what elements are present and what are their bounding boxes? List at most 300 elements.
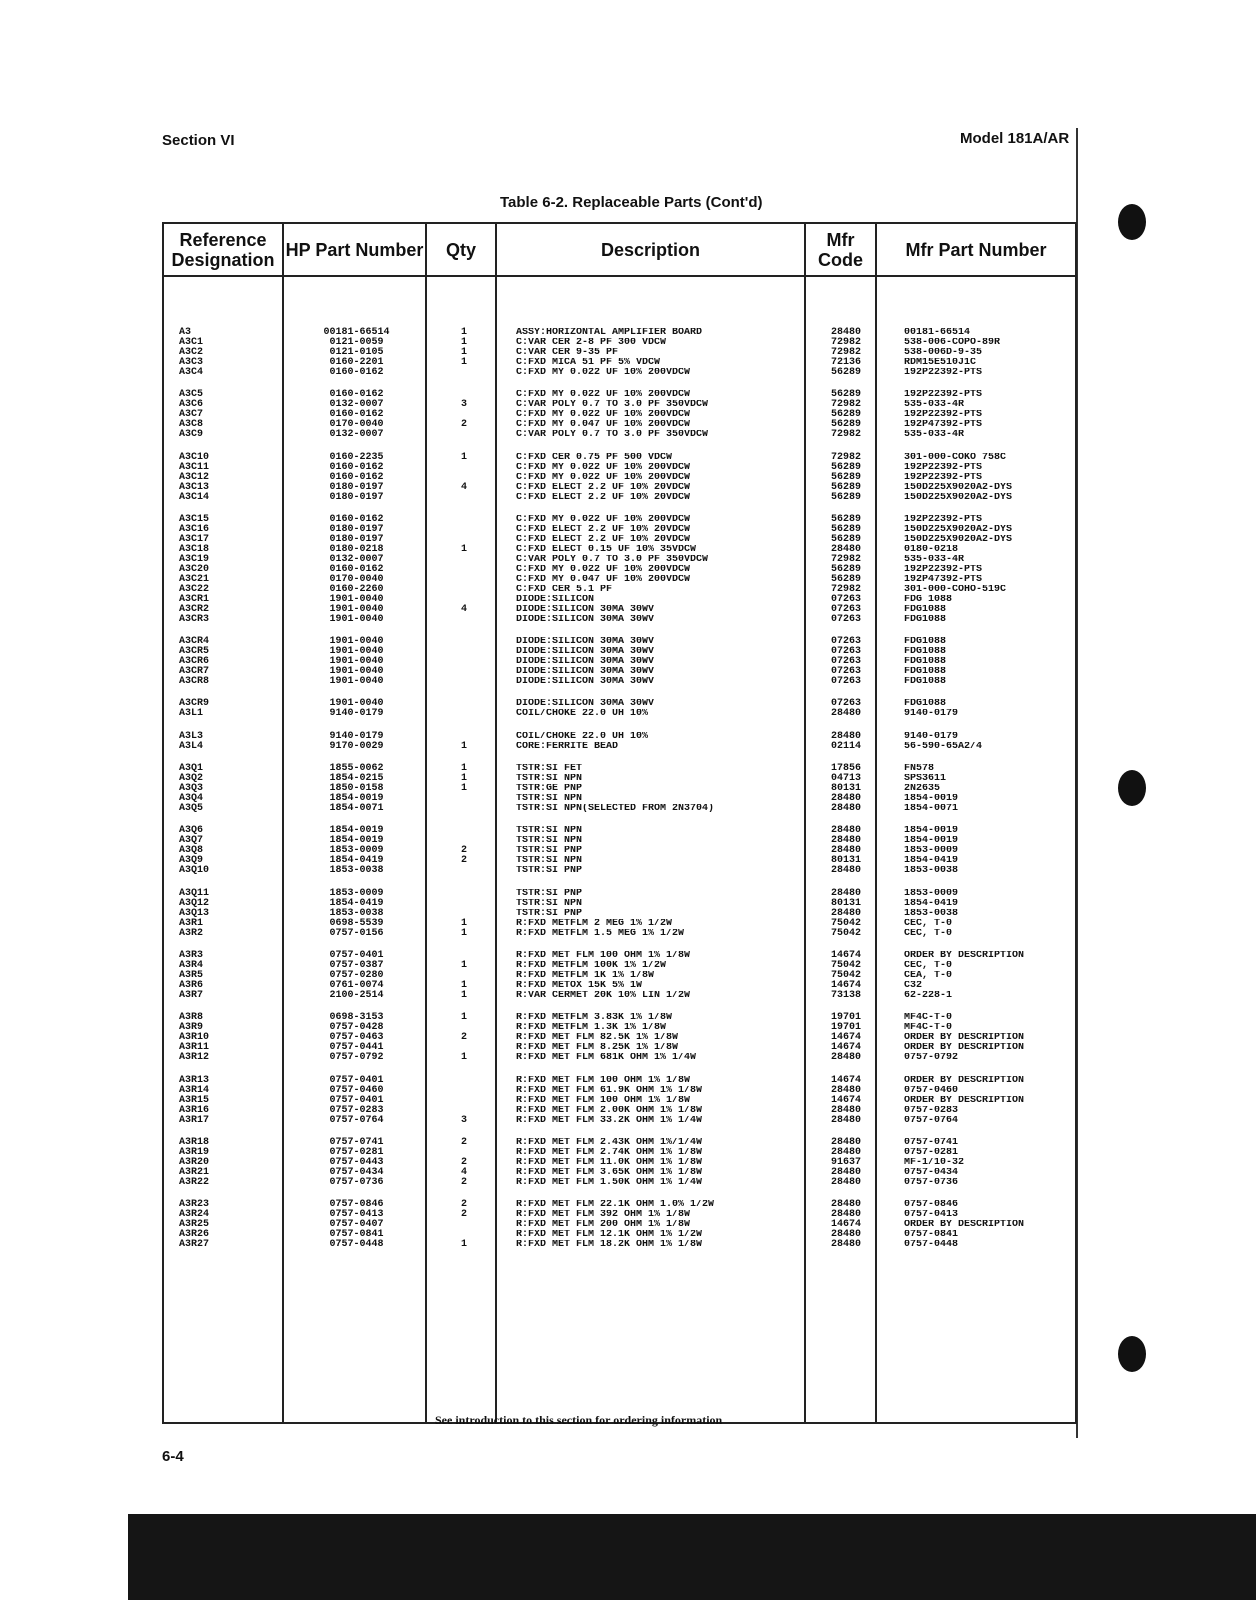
table-row — [164, 742, 1075, 752]
ref-cell: A3L1 — [179, 708, 204, 720]
table-row — [164, 1168, 1075, 1178]
mfr-part-cell: 1853-0009 — [904, 888, 959, 899]
mfr-code-cell: 02114 — [830, 740, 861, 752]
mfr-code-cell: 80131 — [830, 897, 861, 909]
description-cell: C:FXD MY 0.022 UF 10% 200VDCW — [516, 410, 691, 421]
description-cell: R:FXD MET FLM 82.5K 1% 1/8W — [516, 1033, 679, 1044]
description-cell: C:VAR POLY 0.7 TO 3.0 PF 350VDCW — [516, 400, 709, 411]
table-row — [164, 909, 1075, 919]
hp-part-cell: 0757-0156 — [329, 927, 384, 939]
ref-cell: A3R25 — [179, 1219, 210, 1231]
mfr-code-cell: 56289 — [830, 513, 861, 525]
table-row — [164, 483, 1075, 493]
qty-cell: 1 — [460, 357, 467, 368]
table-row — [164, 991, 1075, 1001]
table-row — [164, 1076, 1075, 1086]
table-row — [164, 764, 1075, 774]
hp-part-cell: 0132-0007 — [329, 429, 384, 441]
hp-part-cell: 1901-0040 — [329, 676, 384, 688]
mfr-part-cell: ORDER BY DESCRIPTION — [904, 1033, 1025, 1044]
description-cell: DIODE:SILICON 30MA 30WV — [516, 614, 655, 625]
qty-cell — [429, 493, 499, 503]
qty-cell: 1 — [460, 1012, 467, 1024]
ref-cell: A3Q12 — [179, 897, 210, 909]
hp-part-cell: 1855-0062 — [329, 763, 384, 775]
mfr-part-cell: 62-228-1 — [904, 990, 953, 1001]
mfr-code-cell: 28480 — [830, 793, 861, 805]
mfr-part-cell: 1854-0019 — [904, 826, 959, 837]
qty-cell — [429, 515, 499, 525]
description-cell: TSTR:GE PNP — [516, 784, 583, 795]
description-cell: TSTR:SI NPN — [516, 898, 583, 909]
hp-part-cell: 0132-0007 — [329, 399, 384, 411]
ref-cell: A3Q8 — [179, 845, 204, 857]
ref-cell: A3R26 — [179, 1229, 210, 1241]
hp-part-cell: 0757-0401 — [329, 1074, 384, 1086]
ref-cell: A3C11 — [179, 461, 210, 473]
ref-cell: A3C9 — [179, 429, 204, 441]
description-cell: C:FXD ELECT 2.2 UF 10% 20VDCW — [516, 482, 691, 493]
mfr-code-cell: 07263 — [830, 646, 861, 658]
ref-cell: A3CR6 — [179, 656, 210, 668]
qty-cell: 1 — [460, 989, 467, 1001]
ref-cell: A3C20 — [179, 563, 210, 575]
qty-cell: 1 — [460, 917, 467, 929]
table-row — [164, 1023, 1075, 1033]
qty-cell: 2 — [460, 855, 467, 867]
mfr-code-cell: 56289 — [830, 533, 861, 545]
hp-part-cell: 0160-2235 — [329, 451, 384, 463]
mfr-code-cell: 56289 — [830, 573, 861, 585]
table-row — [164, 535, 1075, 545]
table-row — [164, 1158, 1075, 1168]
hp-part-cell: 1854-0019 — [329, 793, 384, 805]
mfr-part-cell: 535-033-4R — [904, 400, 965, 411]
table-row — [164, 732, 1075, 742]
mfr-code-cell: 28480 — [830, 845, 861, 857]
qty-cell: 1 — [460, 1052, 467, 1064]
hp-part-cell: 1854-0019 — [329, 835, 384, 847]
mfr-code-cell: 28480 — [830, 1209, 861, 1221]
mfr-code-cell: 07263 — [830, 676, 861, 688]
ref-cell: A3R27 — [179, 1239, 210, 1251]
hp-part-cell: 1901-0040 — [329, 603, 384, 615]
mfr-part-cell: 0757-0413 — [904, 1210, 959, 1221]
hp-part-cell: 0757-0401 — [329, 1094, 384, 1106]
mfr-code-cell: 28480 — [830, 1136, 861, 1148]
table-row — [164, 575, 1075, 585]
table-row — [164, 1043, 1075, 1053]
qty-cell — [429, 647, 499, 657]
qty-cell — [429, 1096, 499, 1106]
qty-cell: 4 — [460, 481, 467, 493]
mfr-part-cell: FDG1088 — [904, 677, 947, 688]
hp-part-cell: 0160-0162 — [329, 513, 384, 525]
mfr-part-cell: 0757-0846 — [904, 1200, 959, 1211]
qty-cell: 2 — [460, 1199, 467, 1211]
table-row — [164, 615, 1075, 625]
description-cell: CORE:FERRITE BEAD — [516, 741, 619, 752]
qty-cell — [429, 368, 499, 378]
row-group — [164, 764, 1075, 814]
ref-cell: A3 — [179, 327, 192, 338]
description-cell: R:FXD MET FLM 100 OHM 1% 1/8W — [516, 1095, 691, 1106]
hp-part-cell: 1901-0040 — [329, 666, 384, 678]
mfr-code-cell: 75042 — [830, 927, 861, 939]
hp-part-cell: 0757-0434 — [329, 1166, 384, 1178]
table-row — [164, 667, 1075, 677]
table-row — [164, 515, 1075, 525]
ref-cell: A3Q10 — [179, 865, 210, 877]
hp-part-cell: 1901-0040 — [329, 593, 384, 605]
ref-cell: A3CR1 — [179, 593, 210, 605]
mfr-part-cell: 1853-0038 — [904, 908, 959, 919]
table-row — [164, 368, 1075, 378]
mfr-part-cell: ORDER BY DESCRIPTION — [904, 950, 1025, 961]
table-row — [164, 836, 1075, 846]
hp-part-cell: 1854-0419 — [329, 855, 384, 867]
mfr-code-cell: 72982 — [830, 553, 861, 565]
description-cell: TSTR:SI NPN — [516, 836, 583, 847]
mfr-part-cell: FDG 1088 — [904, 594, 953, 605]
mfr-code-cell: 28480 — [830, 1166, 861, 1178]
mfr-part-cell: CEC, T-0 — [904, 960, 953, 971]
hp-part-cell: 0757-0401 — [329, 949, 384, 961]
table-row — [164, 971, 1075, 981]
description-cell: R:FXD METFLM 100K 1% 1/2W — [516, 960, 667, 971]
description-cell: TSTR:SI PNP — [516, 908, 583, 919]
mfr-code-cell: 56289 — [830, 491, 861, 503]
mfr-code-cell: 14674 — [830, 1042, 861, 1054]
qty-cell: 1 — [460, 927, 467, 939]
mfr-part-cell: 1854-0419 — [904, 898, 959, 909]
mfr-part-cell: FN578 — [904, 764, 935, 775]
qty-cell: 2 — [460, 845, 467, 857]
mfr-code-cell: 14674 — [830, 1074, 861, 1086]
ref-cell: A3L3 — [179, 730, 204, 742]
qty-cell — [429, 794, 499, 804]
description-cell: TSTR:SI PNP — [516, 888, 583, 899]
qty-cell — [429, 699, 499, 709]
table-row — [164, 951, 1075, 961]
ref-cell: A3R10 — [179, 1032, 210, 1044]
description-cell: C:FXD MY 0.047 UF 10% 200VDCW — [516, 574, 691, 585]
description-cell: R:FXD MET FLM 11.0K OHM 1% 1/8W — [516, 1157, 703, 1168]
ref-cell: A3R23 — [179, 1199, 210, 1211]
qty-cell — [429, 1076, 499, 1086]
mfr-code-cell: 28480 — [830, 1176, 861, 1188]
row-group — [164, 1200, 1075, 1250]
mfr-part-cell: 1854-0071 — [904, 804, 959, 815]
qty-cell: 1 — [460, 959, 467, 971]
table-row — [164, 699, 1075, 709]
table-row — [164, 400, 1075, 410]
mfr-part-cell: 192P47392-PTS — [904, 420, 983, 431]
ref-cell: A3Q4 — [179, 793, 204, 805]
hp-part-cell: 0757-0792 — [329, 1052, 384, 1064]
mfr-part-cell: 0757-0460 — [904, 1085, 959, 1096]
table-row — [164, 637, 1075, 647]
mfr-part-cell: 0757-0736 — [904, 1177, 959, 1188]
mfr-part-cell: FDG1088 — [904, 667, 947, 678]
mfr-part-cell: MF4C-T-0 — [904, 1013, 953, 1024]
hp-part-cell: 0180-0197 — [329, 481, 384, 493]
table-row — [164, 410, 1075, 420]
qty-cell — [429, 826, 499, 836]
qty-cell — [429, 575, 499, 585]
mfr-part-cell: 538-006D-9-35 — [904, 348, 983, 358]
table-row — [164, 981, 1075, 991]
mfr-part-cell: 0757-0283 — [904, 1105, 959, 1116]
mfr-part-cell: 0757-0841 — [904, 1230, 959, 1241]
table-row — [164, 929, 1075, 939]
mfr-part-cell: 2N2635 — [904, 784, 941, 795]
col-header-description: Description — [600, 239, 701, 260]
ref-cell: A3CR3 — [179, 613, 210, 625]
ref-cell: A3R17 — [179, 1114, 210, 1126]
description-cell: R:FXD MET FLM 18.2K OHM 1% 1/8W — [516, 1240, 703, 1251]
mfr-part-cell: 9140-0179 — [904, 731, 959, 742]
table-row — [164, 647, 1075, 657]
description-cell: TSTR:SI NPN — [516, 856, 583, 867]
mfr-part-cell: 150D225X9020A2-DYS — [904, 524, 1013, 535]
mfr-code-cell: 72982 — [830, 583, 861, 595]
mfr-code-cell: 72982 — [830, 399, 861, 411]
mfr-code-cell: 28480 — [830, 327, 861, 338]
mfr-part-cell: 535-033-4R — [904, 554, 965, 565]
mfr-code-cell: 56289 — [830, 419, 861, 431]
description-cell: TSTR:SI PNP — [516, 846, 583, 857]
table-row — [164, 420, 1075, 430]
description-cell: C:VAR CER 2-8 PF 300 VDCW — [516, 338, 667, 348]
ref-cell: A3R24 — [179, 1209, 210, 1221]
ref-cell: A3Q6 — [179, 825, 204, 837]
mfr-code-cell: 07263 — [830, 656, 861, 668]
mfr-code-cell: 56289 — [830, 563, 861, 575]
mfr-code-cell: 14674 — [830, 1032, 861, 1044]
mfr-part-cell: ORDER BY DESCRIPTION — [904, 1075, 1025, 1086]
hp-part-cell: 0698-5539 — [329, 917, 384, 929]
description-cell: R:FXD MET FLM 3.65K OHM 1% 1/8W — [516, 1167, 703, 1178]
mfr-code-cell: 56289 — [830, 461, 861, 473]
col-header-reference: Reference Designation — [171, 229, 275, 270]
hp-part-cell: 1854-0419 — [329, 897, 384, 909]
table-row — [164, 846, 1075, 856]
description-cell: R:FXD MET FLM 33.2K OHM 1% 1/4W — [516, 1115, 703, 1126]
mfr-code-cell: 28480 — [830, 1052, 861, 1064]
description-cell: C:FXD ELECT 2.2 UF 10% 20VDCW — [516, 534, 691, 545]
hp-part-cell: 0160-0162 — [329, 367, 384, 378]
mfr-part-cell: 0757-0741 — [904, 1137, 959, 1148]
hp-part-cell: 1901-0040 — [329, 656, 384, 668]
description-cell: R:FXD METFLM 1K 1% 1/8W — [516, 970, 655, 981]
hp-part-cell: 0757-0846 — [329, 1199, 384, 1211]
mfr-code-cell: 75042 — [830, 969, 861, 981]
mfr-part-cell: 0180-0218 — [904, 544, 959, 555]
description-cell: DIODE:SILICON 30MA 30WV — [516, 657, 655, 668]
description-cell: R:FXD METFLM 2 MEG 1% 1/2W — [516, 918, 673, 929]
table-row — [164, 1013, 1075, 1023]
description-cell: R:FXD MET FLM 61.9K OHM 1% 1/8W — [516, 1085, 703, 1096]
mfr-part-cell: 192P22392-PTS — [904, 410, 983, 421]
description-cell: DIODE:SILICON — [516, 594, 595, 605]
row-group — [164, 637, 1075, 687]
ref-cell: A3CR7 — [179, 666, 210, 678]
binder-hole — [1118, 770, 1146, 806]
description-cell: TSTR:SI NPN — [516, 826, 583, 837]
ref-cell: A3R16 — [179, 1104, 210, 1116]
description-cell: TSTR:SI PNP — [516, 866, 583, 877]
ref-cell: A3C12 — [179, 471, 210, 483]
ref-cell: A3R8 — [179, 1012, 204, 1024]
table-row — [164, 794, 1075, 804]
hp-part-cell: 0132-0007 — [329, 553, 384, 565]
qty-cell: 1 — [460, 979, 467, 991]
mfr-code-cell: 56289 — [830, 471, 861, 483]
mfr-part-cell: 150D225X9020A2-DYS — [904, 492, 1013, 503]
description-cell: C:FXD MY 0.022 UF 10% 200VDCW — [516, 514, 691, 525]
ref-cell: A3R15 — [179, 1094, 210, 1106]
ref-cell: A3CR2 — [179, 603, 210, 615]
mfr-code-cell: 28480 — [830, 887, 861, 899]
mfr-part-cell: 192P22392-PTS — [904, 462, 983, 473]
mfr-part-cell: ORDER BY DESCRIPTION — [904, 1220, 1025, 1231]
mfr-code-cell: 72136 — [830, 357, 861, 368]
hp-part-cell: 1853-0038 — [329, 907, 384, 919]
mfr-part-cell: 192P47392-PTS — [904, 574, 983, 585]
ref-cell: A3R11 — [179, 1042, 210, 1054]
mfr-code-cell: 19701 — [830, 1022, 861, 1034]
description-cell: R:FXD METFLM 1.5 MEG 1% 1/2W — [516, 928, 685, 939]
mfr-part-cell: 0757-0281 — [904, 1147, 959, 1158]
hp-part-cell: 0757-0448 — [329, 1239, 384, 1251]
mfr-part-cell: 56-590-65A2/4 — [904, 741, 983, 752]
description-cell: R:FXD MET FLM 12.1K OHM 1% 1/2W — [516, 1230, 703, 1241]
row-group — [164, 390, 1075, 440]
mfr-part-cell: 150D225X9020A2-DYS — [904, 534, 1013, 545]
mfr-part-cell: 0757-0792 — [904, 1053, 959, 1064]
table-row — [164, 338, 1075, 348]
mfr-code-cell: 72982 — [830, 337, 861, 348]
qty-cell — [429, 657, 499, 667]
hp-part-cell: 00181-66514 — [323, 327, 390, 338]
mfr-part-cell: 0757-0448 — [904, 1240, 959, 1251]
description-cell: DIODE:SILICON 30MA 30WV — [516, 677, 655, 688]
qty-cell — [429, 804, 499, 814]
mfr-part-cell: 192P22392-PTS — [904, 368, 983, 378]
description-cell: TSTR:SI NPN(SELECTED FROM 2N3704) — [516, 804, 715, 815]
table-row — [164, 804, 1075, 814]
table-row — [164, 866, 1075, 876]
mfr-part-cell: 00181-66514 — [904, 328, 971, 338]
mfr-code-cell: 28480 — [830, 1114, 861, 1126]
qty-cell: 1 — [460, 337, 467, 348]
table-row — [164, 595, 1075, 605]
mfr-part-cell: 301-000-COHO-519C — [904, 584, 1007, 595]
description-cell: TSTR:SI NPN — [516, 794, 583, 805]
description-cell: R:FXD MET FLM 2.43K OHM 1%/1/4W — [516, 1137, 703, 1148]
description-cell: COIL/CHOKE 22.0 UH 10% — [516, 709, 649, 720]
table-row — [164, 1106, 1075, 1116]
ref-cell: A3C21 — [179, 573, 210, 585]
ref-cell: A3R12 — [179, 1052, 210, 1064]
hp-part-cell: 9140-0179 — [329, 730, 384, 742]
hp-part-cell: 0160-2201 — [329, 357, 384, 368]
description-cell: R:FXD MET FLM 2.00K OHM 1% 1/8W — [516, 1105, 703, 1116]
qty-cell: 4 — [460, 1166, 467, 1178]
hp-part-cell: 1901-0040 — [329, 698, 384, 710]
hp-part-cell: 0757-0736 — [329, 1176, 384, 1188]
table-row — [164, 709, 1075, 719]
mfr-code-cell: 28480 — [830, 1199, 861, 1211]
description-cell: C:FXD MY 0.022 UF 10% 200VDCW — [516, 564, 691, 575]
mfr-part-cell: 192P22392-PTS — [904, 564, 983, 575]
qty-cell: 2 — [460, 1156, 467, 1168]
mfr-code-cell: 80131 — [830, 783, 861, 795]
hp-part-cell: 0121-0105 — [329, 347, 384, 358]
qty-cell: 2 — [460, 1209, 467, 1221]
mfr-part-cell: 150D225X9020A2-DYS — [904, 482, 1013, 493]
table-row — [164, 1116, 1075, 1126]
hp-part-cell: 1853-0038 — [329, 865, 384, 877]
binder-hole — [1118, 204, 1146, 240]
mfr-code-cell: 56289 — [830, 409, 861, 421]
qty-cell: 2 — [460, 1032, 467, 1044]
description-cell: R:FXD METFLM 1.3K 1% 1/8W — [516, 1023, 667, 1034]
table-row — [164, 899, 1075, 909]
qty-cell: 1 — [460, 773, 467, 785]
hp-part-cell: 0160-0162 — [329, 409, 384, 421]
hp-part-cell: 0170-0040 — [329, 573, 384, 585]
table-row — [164, 473, 1075, 483]
hp-part-cell: 0757-0463 — [329, 1032, 384, 1044]
row-group — [164, 453, 1075, 503]
mfr-part-cell: ORDER BY DESCRIPTION — [904, 1043, 1025, 1054]
ref-cell: A3Q11 — [179, 887, 210, 899]
ref-cell: A3CR9 — [179, 698, 210, 710]
mfr-code-cell: 28480 — [830, 708, 861, 720]
ref-cell: A3R22 — [179, 1176, 210, 1188]
hp-part-cell: 0757-0441 — [329, 1042, 384, 1054]
ref-cell: A3C18 — [179, 543, 210, 555]
ref-cell: A3R14 — [179, 1084, 210, 1096]
qty-cell — [429, 463, 499, 473]
hp-part-cell: 0757-0460 — [329, 1084, 384, 1096]
mfr-part-cell: FDG1088 — [904, 637, 947, 648]
table-row — [164, 889, 1075, 899]
qty-cell — [429, 555, 499, 565]
table-row — [164, 1200, 1075, 1210]
description-cell: R:FXD METOX 15K 5% 1W — [516, 980, 643, 991]
mfr-code-cell: 07263 — [830, 593, 861, 605]
ref-cell: A3C13 — [179, 481, 210, 493]
table-row — [164, 545, 1075, 555]
mfr-code-cell: 91637 — [830, 1156, 861, 1168]
ref-cell: A3R5 — [179, 969, 204, 981]
hp-part-cell: 0170-0040 — [329, 419, 384, 431]
ref-cell: A3C14 — [179, 491, 210, 503]
table-row — [164, 1178, 1075, 1188]
ref-cell: A3R7 — [179, 989, 204, 1001]
hp-part-cell: 0160-0162 — [329, 471, 384, 483]
hp-part-cell: 0121-0059 — [329, 337, 384, 348]
mfr-code-cell: 75042 — [830, 959, 861, 971]
mfr-part-cell: 1854-0019 — [904, 794, 959, 805]
description-cell: C:FXD ELECT 0.15 UF 10% 35VDCW — [516, 544, 697, 555]
hp-part-cell: 0757-0280 — [329, 969, 384, 981]
table-title: Table 6-2. Replaceable Parts (Cont'd) — [500, 194, 763, 211]
ref-cell: A3R6 — [179, 979, 204, 991]
